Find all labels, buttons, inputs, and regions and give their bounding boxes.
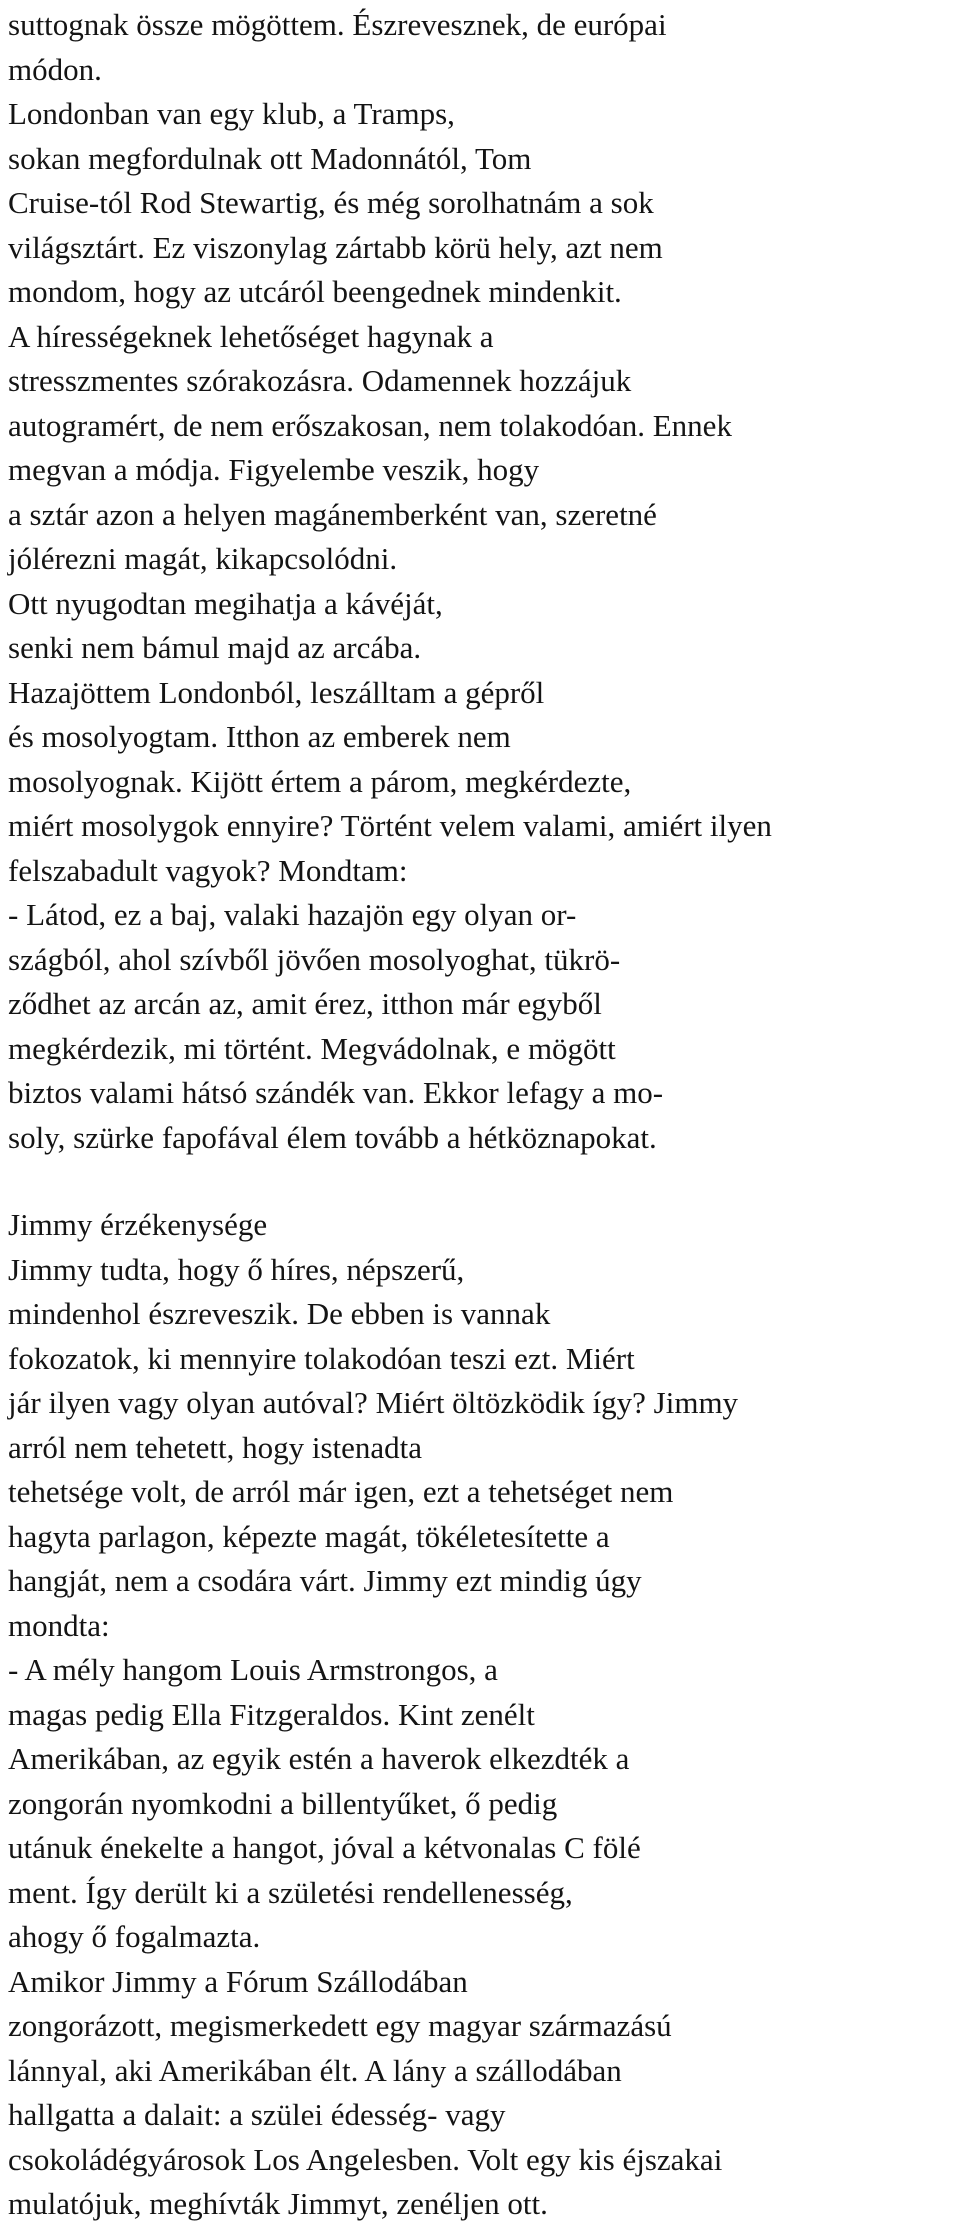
text-line: miért mosolygok ennyire? Történt velem valami, amiért ilyen <box>8 808 772 843</box>
text-line: Hazajöttem Londonból, leszálltam a gépről <box>8 674 545 710</box>
text-line: soly, szürke fapofával élem tovább a hétköznapokat. <box>8 1119 657 1155</box>
text-line: Amikor Jimmy a Fórum Szállodában <box>8 1963 468 1999</box>
text-line: mondta: <box>8 1607 110 1643</box>
text-line: hallgatta a dalait: a szülei édesség- vagy <box>8 2097 506 2132</box>
text-line: ment. Így derült ki a születési rendellenesség, <box>8 1874 573 1910</box>
text-line: jólérezni magát, kikapcsolódni. <box>8 541 398 576</box>
text-line: ződhet az arcán az, amit érez, itthon már egyből <box>8 986 602 1021</box>
text-line: suttognak össze mögöttem. Észrevesznek, de európai <box>8 7 667 42</box>
text-line: a sztár azon a helyen magánemberként van, szeretné <box>8 496 657 532</box>
text-line: és mosolyogtam. Itthon az emberek nem <box>8 719 511 754</box>
text-line: mindenhol észreveszik. De ebben is vannak <box>8 1296 551 1331</box>
text-line: stresszmentes szórakozásra. Odamennek hozzájuk <box>8 363 632 398</box>
text-line: mondom, hogy az utcáról beengednek mindenkit. <box>8 274 622 309</box>
text-line: utánuk énekelte a hangot, jóval a kétvonalas C fölé <box>8 1830 641 1865</box>
text-line: hangját, nem a csodára várt. Jimmy ezt mindig úgy <box>8 1563 642 1598</box>
text-line: - A mély hangom Louis Armstrongos, a <box>8 1652 498 1687</box>
text-block-jimmy <box>8 1203 738 2227</box>
text-line: - Látod, ez a baj, valaki hazajön egy olyan or- <box>8 897 577 932</box>
text-line: zongorán nyomkodni a billentyűket, ő pedig <box>8 1785 558 1821</box>
text-line: tehetsége volt, de arról már igen, ezt a tehetséget nem <box>8 1474 674 1509</box>
text-line: magas pedig Ella Fitzgeraldos. Kint zenélt <box>8 1696 535 1732</box>
text-line: mulatójuk, meghívták Jimmyt, zenéljen ott. <box>8 2186 548 2221</box>
text-line: csokoládégyárosok Los Angelesben. Volt egy kis éjszakai <box>8 2141 723 2177</box>
text-line: Jimmy tudta, hogy ő híres, népszerű, <box>8 1251 465 1287</box>
section-heading: Jimmy érzékenysége <box>8 1207 268 1242</box>
text-line: fokozatok, ki mennyire tolakodóan teszi ezt. Miért <box>8 1340 635 1376</box>
text-line: sokan megfordulnak ott Madonnától, Tom <box>8 140 532 176</box>
text-line: lánnyal, aki Amerikában élt. A lány a szállodában <box>8 2052 622 2088</box>
text-line: zongorázott, megismerkedett egy magyar származású <box>8 2008 672 2043</box>
text-line: ahogy ő fogalmazta. <box>8 1919 261 1954</box>
text-line: világsztárt. Ez viszonylag zártabb körü hely, azt nem <box>8 229 663 265</box>
text-block-london <box>8 3 772 1160</box>
text-line: A hírességeknek lehetőséget hagynak a <box>8 318 494 354</box>
text-line: hagyta parlagon, képezte magát, tökéletesítette a <box>8 1518 610 1554</box>
text-line: felszabadult vagyok? Mondtam: <box>8 852 408 888</box>
text-line: megvan a módja. Figyelembe veszik, hogy <box>8 452 540 487</box>
text-line: szágból, ahol szívből jövően mosolyoghat, tükrö- <box>8 941 621 977</box>
text-line: Ott nyugodtan megihatja a kávéját, <box>8 585 443 621</box>
text-line: senki nem bámul majd az arcába. <box>8 630 422 665</box>
text-line: autogramért, de nem erőszakosan, nem tolakodóan. Ennek <box>8 407 732 443</box>
text-line: megkérdezik, mi történt. Megvádolnak, e mögött <box>8 1030 616 1066</box>
text-line: Cruise-tól Rod Stewartig, és még sorolhatnám a sok <box>8 185 654 220</box>
text-line: Amerikában, az egyik estén a haverok elkezdték a <box>8 1741 630 1776</box>
text-line: biztos valami hátsó szándék van. Ekkor lefagy a mo- <box>8 1075 664 1110</box>
text-line: jár ilyen vagy olyan autóval? Miért öltözködik így? Jimmy <box>8 1385 739 1420</box>
text-line: Londonban van egy klub, a Tramps, <box>8 96 455 131</box>
text-line: arról nem tehetett, hogy istenadta <box>8 1429 423 1465</box>
text-line: módon. <box>8 51 102 87</box>
text-line: mosolyognak. Kijött értem a párom, megkérdezte, <box>8 763 632 799</box>
